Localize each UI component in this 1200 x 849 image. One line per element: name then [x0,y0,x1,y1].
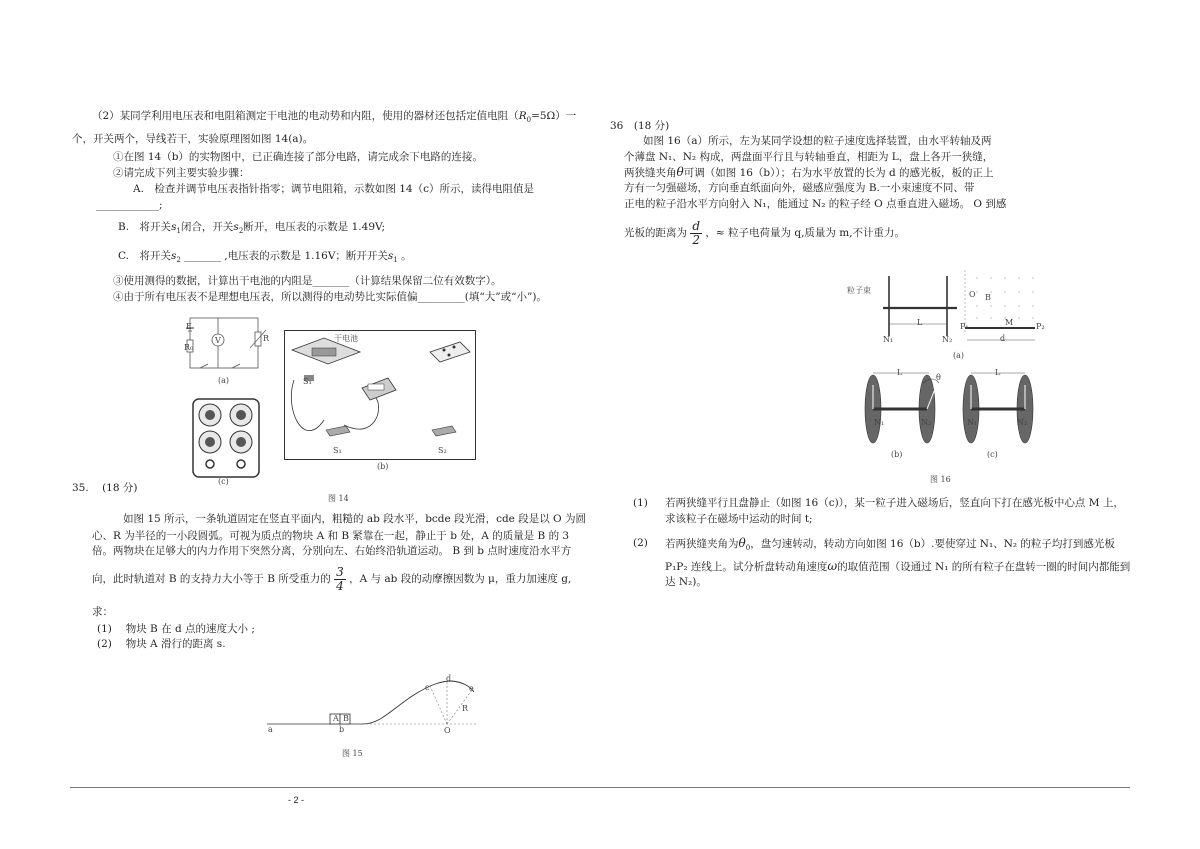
fig16a-M: M [1005,318,1014,327]
q36-sub2-line1: 若两狭缝夹角为$\theta_0$，盘匀速转动，转动方向如图 16（b）.要使穿过 N₁、N₂ 的粒子均打到感光板 [665,536,1115,553]
fig15-point-b: b [339,725,345,734]
q35-sub1: (1) 物块 B 在 d 点的速度大小 ; [97,623,255,635]
q36-sub2-line2: P₁P₂ 连线上。试分析盘转动角速度ω的取值范围（设通过 N₁ 的所有粒子在盘转一圈的时间内都能到 [665,559,1131,573]
step-c: C. 将开关$s_2$ _______ ,电压表的示数是 1.16V；断开开关$s_1$ 。 [118,250,412,265]
fig16a-O: O [969,290,976,299]
fig14-s1-top: S₁ [303,377,312,386]
figure-15-track [262,668,492,738]
fig16b-L: L [897,368,903,377]
q36-header: 36 (18 分) [610,120,670,132]
fig15-point-d: d [446,674,452,683]
disk-pair-c [963,373,1033,443]
p2-item3: ③使用测得的数据，计算出干电池的内阻是_______（计算结果保留二位有效数字）。 [113,275,502,287]
fig16a-L: L [917,318,923,327]
q35-line1: 如图 15 所示，一条轨道固定在竖直平面内，粗糙的 ab 段水平，bcde 段光滑，cde 段是以 O 为圆 [123,513,587,525]
footer-rule [70,787,1130,788]
fig16a-P2: P₂ [1036,322,1045,331]
fig14-s2: S₂ [438,446,447,455]
step-a: A. 检查并调节电压表指针指零；调节电阻箱，示数如图 14（c）所示，读得电阻值是 [133,183,534,195]
fig14-battery-label: 干电池 [334,334,358,343]
fig16a-P1: P₁ [960,322,969,331]
fig16a-N2: N₂ [942,335,953,344]
q35-fraction: $\frac{3}{4}$ [336,565,344,593]
fig15-block-B: B [343,714,349,723]
figure-16bc-disks [855,365,1040,450]
fig14b-label: (b) [377,462,389,471]
disk-pair-b [865,373,939,443]
fig16a-B: B [985,293,991,302]
fig15-point-e: e [469,684,474,693]
fig16c-N1: N₁ [967,418,978,427]
q36-sub1-number: (1) [633,497,648,509]
fig14c-label: (c) [218,477,229,486]
q35-qiu: 求： [92,606,113,618]
fig16b-label: (b) [891,450,903,459]
q35-line4: 向，此时轨道对 B 的支持力大小等于 B 所受重力的 $\frac{3}{4}$ ，A 与 ab 段的动摩擦因数为 μ，重力加速度 g, [92,565,572,593]
q36-line6: 光板的距离为 $\frac{d}{2}$ ，≈ 粒子电荷量为 q,质量为 m,不计重力。 [624,219,906,247]
step-b: B. 将开关$s_1$闭合，开关$s_2$断开，电压表的示数是 1.49V; [118,221,386,236]
fig14-V: V [215,336,221,345]
fig16b-N2: N₂ [921,418,932,427]
fig14-s1: S₁ [333,446,342,455]
fig16-beam-label: 粒子束 [847,286,871,295]
figure-14c-resistance-box [192,398,260,478]
q35-line3: 倍。两物块在足够大的内力作用下突然分离，分别向左、右始终沿轨道运动。 B 到 b 点时速度沿水平方 [92,545,572,557]
q36-line2: 个薄盘 N₁、N₂ 构成，两盘面平行且与转轴垂直，相距为 L，盘上各开一狭缝， [624,151,994,163]
fig15-radius-R: R [462,704,469,713]
fig15-center-O: O [444,726,451,735]
fig16a-N1: N₁ [883,335,894,344]
q36-sub2-line3: 达 N₂)。 [665,576,707,588]
fig14-caption: 图 14 [328,494,349,503]
q35-sub2: (2) 物块 A 滑行的距离 s. [97,638,226,650]
fig14a-label: (a) [218,376,230,385]
p2-intro-line2: 个，开关两个，导线若干，实验原理图如图 14(a)。 [72,133,314,145]
fig16a-d: d [1000,334,1006,343]
figure-14b-setup [284,330,476,460]
fig16c-L: L [995,368,1001,377]
q36-line1: 如图 16（a）所示，左为某同学设想的粒子速度选择装置，由水平转轴及两 [643,135,992,147]
q36-fraction: $\frac{d}{2}$ [692,219,701,247]
p2-item1: ①在图 14（b）的实物图中，已正确连接了部分电路，请完成余下电路的连接。 [113,151,483,163]
p2-item4: ④由于所有电压表不是理想电压表，所以测得的电动势比实际值偏_________(填“大”或“小”)。 [113,291,547,303]
q36-sub1-line2: 求该粒子在磁场中运动的时间 t; [665,513,813,525]
fig16a-label: (a) [953,351,965,360]
q36-line5: 正电的粒子沿水平方向射入 N₁，能通过 N₂ 的粒子经 O 点垂直进入磁场。 O 到感 [624,198,1007,210]
fig16b-theta: θ [936,373,941,382]
fig16-caption: 图 16 [930,475,951,484]
fig14-R0: R₀ [184,343,194,352]
q35-line2: 心、R 为半径的一小段圆弧。可视为质点的物块 A 和 B 紧靠在一起，静止于 b 处，A 的质量是 B 的 3 [92,530,570,542]
fig15-block-A: A [333,714,339,723]
fig15-caption: 图 15 [342,749,363,758]
fig16b-N1: N₁ [874,418,885,427]
p2-item2: ②请完成下列主要实验步骤： [113,167,250,179]
step-a-blank: ____________; [96,199,163,211]
p2-intro-line1: （2）某同学利用电压表和电阻箱测定干电池的电动势和内阻，使用的器材还包括定值电阻$(R_0=5\Omega)$一 [92,110,577,125]
page-number: - 2 - [288,795,305,805]
fig15-point-c: c [425,683,430,692]
fig14-R: R [263,334,270,343]
fig15-point-a: a [268,725,273,734]
q35-header: 35. (18 分) [72,482,138,494]
fig16c-N2: N₂ [1017,418,1028,427]
fig16c-label: (c) [987,450,998,459]
q36-sub1-line1: 若两狭缝平行且盘静止（如图 16（c)），某一粒子进入磁场后，竖直向下打在感光板中心点 M 上， [665,497,1124,509]
q36-line4: 方有一匀强磁场，方向垂直纸面向外，磁感应强度为 B.一小束速度不同、带 [624,182,975,194]
q36-line3: 两狭缝夹角θ可调（如图 16（b））；右为水平放置的长为 d 的感光板，板的正上 [624,165,994,179]
q36-sub2-number: (2) [633,537,648,549]
fig14-E: E [186,322,192,331]
